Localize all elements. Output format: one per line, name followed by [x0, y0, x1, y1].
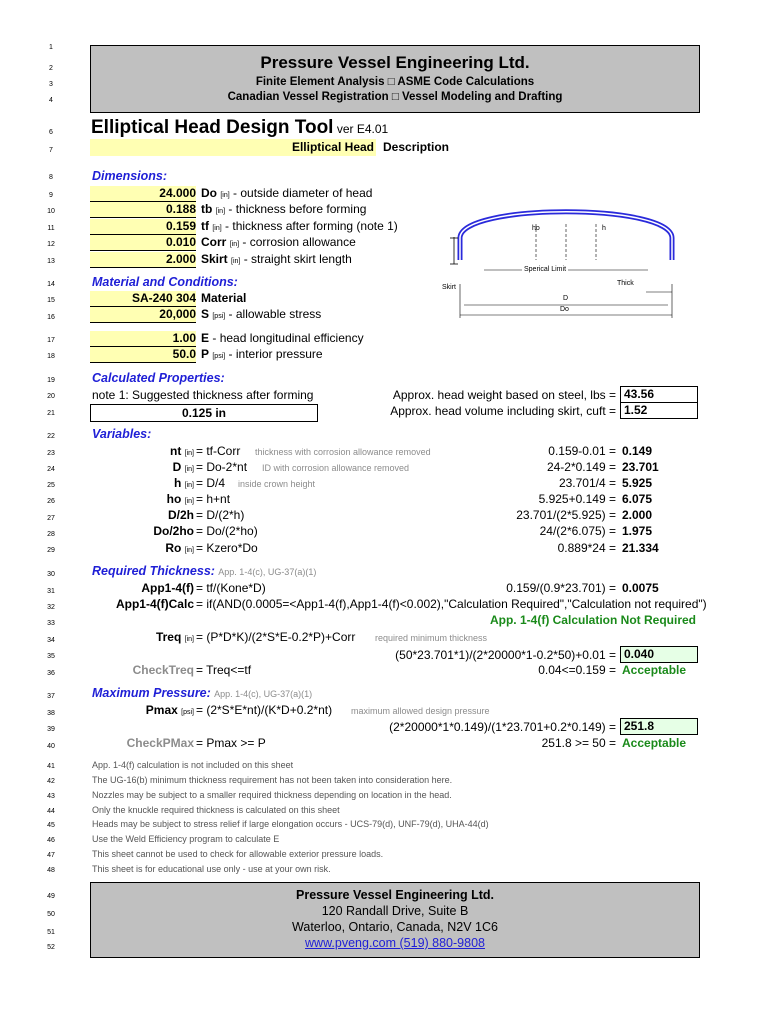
var-nt — [90, 444, 194, 458]
do-input[interactable]: 24.000 — [90, 186, 196, 202]
description-label: Description — [383, 140, 450, 154]
row-number: 15 — [47, 297, 55, 304]
var-note: thickness with corrosion allowance removed — [255, 447, 431, 457]
row-number: 35 — [47, 653, 55, 660]
page-title — [91, 117, 388, 139]
var-calc: 0.159-0.01 = — [548, 444, 616, 458]
var-symbol: Ro — [165, 541, 182, 555]
diagram-skirt-label: Skirt — [442, 284, 456, 291]
var-unit: [in] — [184, 498, 194, 505]
var-calc: 0.889*24 = — [557, 541, 616, 555]
row-number: 14 — [47, 281, 55, 288]
row-number: 20 — [47, 393, 55, 400]
appcalc-eq: = if(AND(0.0005=<App1-4(f),App1-4(f)<0.002),"Calculation Required","Calculation not required") — [196, 597, 707, 611]
var-result: 21.334 — [622, 541, 659, 555]
row-number: 11 — [47, 225, 55, 232]
pmax-row — [90, 703, 194, 717]
diagram-d-label: D — [563, 295, 569, 302]
var-eq: = Kzero*Do — [196, 541, 258, 555]
pmax-result: 251.8 — [620, 718, 698, 735]
checktreq-eq: = Treq<=tf — [196, 663, 252, 677]
diagram-thick-label: Thick — [617, 280, 634, 287]
checktreq-symbol: CheckTreq — [132, 663, 194, 677]
checkpmax-symbol: CheckPMax — [126, 736, 194, 750]
var-unit: [in] — [184, 547, 194, 554]
tb-input[interactable]: 0.188 — [90, 202, 196, 218]
var-symbol: D — [172, 460, 182, 474]
var-unit: [in] — [184, 466, 194, 473]
head-drawing-icon — [440, 198, 700, 323]
maxp-heading-row — [92, 686, 312, 700]
var-result: 6.075 — [622, 492, 653, 506]
row-number: 3 — [49, 81, 53, 88]
row-number: 27 — [47, 515, 55, 522]
material-heading: Material and Conditions: — [92, 275, 238, 289]
row-number: 34 — [47, 637, 55, 644]
row-number: 1 — [49, 44, 53, 51]
var-eq: = D/4 — [196, 476, 226, 490]
dimension-symbol: tf — [201, 219, 209, 233]
row-number: 13 — [47, 258, 55, 265]
var-calc: 5.925+0.149 = — [538, 492, 616, 506]
var-calc: 24-2*0.149 = — [546, 460, 616, 474]
var-symbol: D/2h — [167, 508, 194, 522]
var-symbol: ho — [166, 492, 182, 506]
row-number: 17 — [47, 337, 55, 344]
dimension-symbol: Corr — [201, 235, 227, 249]
row-number: 42 — [47, 778, 55, 785]
var-h — [90, 476, 194, 490]
row-number: 52 — [47, 944, 55, 951]
row-number: 47 — [47, 852, 55, 859]
row-number: 16 — [47, 314, 55, 321]
checkpmax-eq: = Pmax >= P — [196, 736, 266, 750]
volume-value: 1.52 — [620, 402, 698, 419]
var-unit: [in] — [184, 482, 194, 489]
description-input[interactable]: Elliptical Head — [90, 139, 376, 156]
dimension-symbol: Do — [201, 186, 217, 200]
stress-unit: [psi] — [212, 313, 226, 320]
note-item: Use the Weld Efficiency program to calculate E — [92, 834, 280, 844]
row-number: 4 — [49, 97, 53, 104]
var-d — [90, 460, 194, 474]
note-item: Nozzles may be subject to a smaller required thickness depending on location in the head. — [92, 790, 452, 800]
footer-company: Pressure Vessel Engineering Ltd. — [296, 888, 494, 902]
note1-text: note 1: Suggested thickness after forming — [92, 388, 314, 402]
variables-heading: Variables: — [92, 427, 152, 441]
row-number: 9 — [49, 192, 53, 199]
dimension-unit: [in] — [229, 241, 240, 248]
row-number: 8 — [49, 174, 53, 181]
row-number: 48 — [47, 867, 55, 874]
diagram-spherical-label: Sperical Limit — [524, 266, 567, 273]
row-number: 23 — [47, 450, 55, 457]
efficiency-input[interactable]: 1.00 — [90, 331, 196, 347]
elliptical-head-diagram — [440, 198, 700, 323]
note-item: The UG-16(b) minimum thickness requirement has not been taken into consideration here. — [92, 775, 453, 785]
efficiency-desc: - head longitudinal efficiency — [212, 331, 364, 345]
dimension-row-skirt — [201, 252, 352, 266]
row-number: 7 — [49, 147, 53, 154]
dimension-unit: [in] — [220, 192, 230, 199]
var-eq: = h+nt — [196, 492, 231, 506]
checkpmax-calc: 251.8 >= 50 = — [541, 736, 616, 750]
dimension-desc: - outside diameter of head — [233, 186, 373, 200]
stress-row — [201, 307, 321, 321]
var-result: 2.000 — [622, 508, 653, 522]
footer-banner — [90, 882, 700, 958]
row-number: 2 — [49, 65, 53, 72]
var-unit: [in] — [184, 450, 194, 457]
row-number: 19 — [47, 377, 55, 384]
row-number: 24 — [47, 466, 55, 473]
dimension-desc: - corrosion allowance — [242, 235, 356, 249]
weight-label: Approx. head weight based on steel, lbs = — [392, 388, 616, 402]
var-result: 1.975 — [622, 524, 653, 538]
row-number: 38 — [47, 710, 55, 717]
checktreq-calc: 0.04<=0.159 = — [538, 663, 616, 677]
var-d2h — [90, 508, 194, 522]
tf-input[interactable]: 0.159 — [90, 219, 196, 235]
var-calc: 24/(2*6.075) = — [539, 524, 616, 538]
note-item: This sheet is for educational use only - use at your own risk. — [92, 864, 331, 874]
weight-value: 43.56 — [620, 386, 698, 403]
pmax-symbol: Pmax — [145, 703, 178, 717]
row-number: 43 — [47, 793, 55, 800]
required-heading-row — [92, 564, 316, 578]
app-status: App. 1-4(f) Calculation Not Required — [489, 613, 696, 627]
pressure-desc: - interior pressure — [228, 347, 323, 361]
var-eq: = tf-Corr — [196, 444, 241, 458]
stress-desc: - allowable stress — [228, 307, 322, 321]
var-symbol: nt — [169, 444, 182, 458]
checktreq-result: Acceptable — [622, 663, 687, 677]
row-number: 12 — [47, 241, 55, 248]
row-number: 46 — [47, 837, 55, 844]
required-ref: App. 1-4(c), UG-37(a)(1) — [218, 567, 317, 577]
row-number: 22 — [47, 433, 55, 440]
var-eq: = D/(2*h) — [196, 508, 245, 522]
dimension-symbol: Skirt — [201, 252, 228, 266]
dimension-desc: - thickness before forming — [228, 202, 367, 216]
row-number: 41 — [47, 763, 55, 770]
row-number: 40 — [47, 743, 55, 750]
dimension-row-tf — [201, 219, 398, 233]
pmax-note: maximum allowed design pressure — [351, 706, 490, 716]
pmax-unit: [psi] — [181, 709, 194, 716]
corr-input[interactable]: 0.010 — [90, 235, 196, 251]
header-company: Pressure Vessel Engineering Ltd. — [260, 53, 530, 72]
row-number: 21 — [47, 410, 55, 417]
var-calc: 23.701/4 = — [558, 476, 616, 490]
appcalc-symbol: App1-4(f)Calc — [115, 597, 194, 611]
var-note: inside crown height — [238, 479, 316, 489]
dimension-row-do — [201, 186, 372, 200]
material-input[interactable]: SA-240 304 — [90, 291, 196, 307]
treq-unit: [in] — [184, 636, 194, 643]
pmax-calc: (2*20000*1*0.149)/(1*23.701+0.2*0.149) = — [389, 720, 616, 734]
efficiency-row — [201, 331, 364, 345]
stress-symbol: S — [201, 307, 210, 321]
dimension-row-tb — [201, 202, 366, 216]
var-eq: = Do-2*nt — [196, 460, 248, 474]
var-note: ID with corrosion allowance removed — [262, 463, 410, 473]
row-number: 51 — [47, 929, 55, 936]
row-number: 32 — [47, 604, 55, 611]
row-number: 39 — [47, 726, 55, 733]
dimension-desc: - straight skirt length — [243, 252, 352, 266]
row-number: 31 — [47, 588, 55, 595]
row-number: 6 — [49, 129, 53, 136]
treq-eq: = (P*D*K)/(2*S*E-0.2*P)+Corr — [196, 630, 356, 644]
pmax-eq: = (2*S*E*nt)/(K*D+0.2*nt) — [196, 703, 333, 717]
row-number: 29 — [47, 547, 55, 554]
dimension-symbol: tb — [201, 202, 213, 216]
dimension-unit: [in] — [212, 225, 222, 232]
row-number: 37 — [47, 693, 55, 700]
suggested-thickness: 0.125 in — [90, 404, 318, 422]
pressure-row — [201, 347, 323, 361]
material-label: Material — [201, 291, 247, 305]
dimension-unit: [in] — [215, 208, 226, 215]
note-item: App. 1-4(f) calculation is not included on this sheet — [92, 760, 294, 770]
var-ho — [90, 492, 194, 506]
row-number: 36 — [47, 670, 55, 677]
treq-result: 0.040 — [620, 646, 698, 663]
header-banner — [90, 45, 700, 113]
maxp-heading: Maximum Pressure: — [92, 686, 211, 700]
maxp-ref: App. 1-4(c), UG-37(a)(1) — [214, 689, 313, 699]
pressure-input[interactable]: 50.0 — [90, 347, 196, 363]
row-number: 10 — [47, 208, 55, 215]
calculated-heading: Calculated Properties: — [92, 371, 225, 385]
dimension-unit: [in] — [231, 258, 241, 265]
title-version: ver E4.01 — [336, 122, 389, 136]
var-symbol: Do/2ho — [153, 524, 194, 538]
app-eq: = tf/(Kone*D) — [196, 581, 266, 595]
row-number: 26 — [47, 498, 55, 505]
treq-calc: (50*23.701*1)/(2*20000*1-0.2*50)+0.01 = — [395, 648, 616, 662]
row-number: 25 — [47, 482, 55, 489]
var-eq: = Do/(2*ho) — [196, 524, 258, 538]
app-symbol: App1-4(f) — [141, 581, 194, 595]
treq-note: required minimum thickness — [375, 633, 488, 643]
var-ro — [90, 541, 194, 555]
skirt-input[interactable]: 2.000 — [90, 252, 196, 268]
stress-input[interactable]: 20,000 — [90, 307, 196, 323]
row-number: 28 — [47, 531, 55, 538]
dimension-row-corr — [201, 235, 356, 249]
note-item: Heads may be subject to stress relief if large elongation occurs - UCS-79(d), UNF-79(d), UHA-44(d) — [92, 819, 489, 829]
var-do2ho — [90, 524, 194, 538]
dimensions-heading: Dimensions: — [92, 169, 168, 183]
var-result: 5.925 — [622, 476, 653, 490]
var-result: 23.701 — [622, 460, 659, 474]
var-symbol: h — [173, 476, 182, 490]
diagram-h-label: h — [602, 225, 606, 232]
header-services-2: Canadian Vessel Registration □ Vessel Modeling and Drafting — [227, 91, 563, 103]
row-number: 30 — [47, 571, 55, 578]
efficiency-symbol: E — [201, 331, 210, 345]
footer-address-2: Waterloo, Ontario, Canada, N2V 1C6 — [292, 920, 498, 934]
footer-address-1: 120 Randall Drive, Suite B — [321, 904, 469, 918]
row-number: 50 — [47, 911, 55, 918]
var-result: 0.149 — [622, 444, 653, 458]
dimension-desc: - thickness after forming (note 1) — [225, 219, 398, 233]
website-link[interactable]: www.pveng.com (519) 880-9808 — [305, 936, 485, 950]
header-services-1: Finite Element Analysis □ ASME Code Calculations — [255, 76, 535, 88]
app-calc: 0.159/(0.9*23.701) = — [506, 581, 616, 595]
var-calc: 23.701/(2*5.925) = — [516, 508, 616, 522]
volume-label: Approx. head volume including skirt, cuft = — [390, 404, 616, 418]
required-heading: Required Thickness: — [92, 564, 215, 578]
row-number: 33 — [47, 620, 55, 627]
row-number: 44 — [47, 808, 55, 815]
row-number: 45 — [47, 822, 55, 829]
note-item: Only the knuckle required thickness is calculated on this sheet — [92, 805, 340, 815]
diagram-ho-label: ho — [532, 225, 540, 232]
row-number: 49 — [47, 893, 55, 900]
pressure-unit: [psi] — [212, 353, 226, 360]
title-main: Elliptical Head Design Tool — [91, 117, 334, 138]
treq-row — [90, 630, 194, 644]
row-number: 18 — [47, 353, 55, 360]
note-item: This sheet cannot be used to check for allowable exterior pressure loads. — [92, 849, 384, 859]
app-result: 0.0075 — [622, 581, 659, 595]
diagram-do-label: Do — [560, 306, 569, 313]
pressure-symbol: P — [201, 347, 210, 361]
checkpmax-result: Acceptable — [622, 736, 687, 750]
treq-symbol: Treq — [155, 630, 182, 644]
